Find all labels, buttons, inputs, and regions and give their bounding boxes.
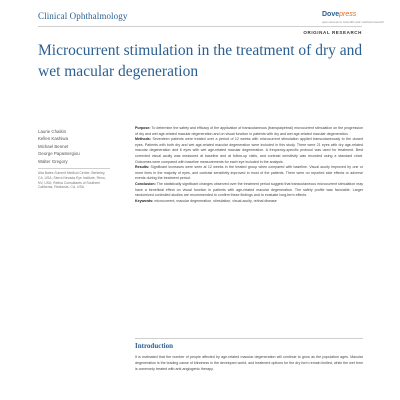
author-name: Michael Bennet [38,143,69,149]
author-name: Laurie Chaikin [38,129,67,134]
author-name: George Papastergiou [38,151,80,157]
publisher-logo-main: Dove [322,11,340,18]
abstract-label: Results: [135,165,150,170]
abstract-methods [135,137,363,165]
abstract-label: Conclusion: [135,181,156,186]
abstract-conclusion [135,182,363,199]
abstract-purpose [135,126,363,137]
abstract [135,126,363,204]
abstract-text: microcurrent, macular degeneration, stimulation, visual acuity, retinal disease [153,198,277,203]
abstract-results [135,165,363,182]
author-name: Kellen Kashiwa [38,136,69,142]
author-list [38,128,108,165]
abstract-text: Seventeen patients were treated over a period of 12 weeks with microcurrent stimulation applied transcutaneously to the closed eyes. Patients with both dry and wet age-related macular degeneration were included in this study. There were 21 eyes with dry age-related macular degeneration and 6 eyes with wet age-related macular degeneration. A frequency-specific protocol was used for treatment. Best corrected visual acuity was measured at baseline and at follow-up visits, and contrast sensitivity was recorded using a standard chart. Outcomes were compared with baseline measurements for each eye included in the analysis. [135,137,363,164]
abstract-label: Methods: [135,137,151,142]
journal-name: Clinical Ophthalmology [38,11,128,21]
abstract-text: Significant increases were seen at 12 weeks in the treated group when compared with baseline. Visual acuity improved by one or more lines in the majority of eyes, and contrast sensitivity improved in most of the patients. There were no reported side effects or adverse events during the treatment period. [135,165,363,181]
header-divider [38,26,362,27]
article-title: Microcurrent stimulation in the treatment of dry and wet macular degeneration [38,42,363,80]
publisher-logo-rest: press [339,11,357,18]
introduction-heading: Introduction [135,342,173,350]
abstract-keywords [135,199,363,205]
abstract-text: To determine the safety and efficacy of the application of transcutaneous (transpalpebral) microcurrent stimulation on the progression of dry and wet age-related macular degeneration and on visual function in patients with dry and wet age-related macular degeneration. [135,126,363,136]
abstract-label: Keywords: [135,198,154,203]
introduction-text: It is estimated that the number of people affected by age-related macular degeneration will continue to grow as the population ages. Macular degeneration is the leading cause of blindness in the developed world, and treatment options for the dry form remain limited, while the wet form is commonly treated with anti-angiogenic therapy. [135,355,363,372]
affiliation-text: Alta Bates Summit Medical Center, Berkeley, CA, USA; Sierra Nevada Eye Institute, Reno, NV, USA; Retina Consultants of Southern California, Redlands, CA, USA [38,171,106,190]
affiliation-divider [38,168,110,169]
publisher-logo [322,10,356,19]
author-name: Walter Gregory [38,158,68,164]
abstract-text: The statistically significant changes observed over the treatment period suggest that transcutaneous microcurrent stimulation may have a beneficial effect on visual function in patients with age-related macular degeneration. The safety profile was favorable. Larger randomized controlled studies are recommended to confirm these findings and to evaluate long-term effects. [135,181,363,198]
article-type-label: ORIGINAL RESEARCH [303,30,362,35]
publisher-tagline: open access to scientific and medical research [322,20,385,24]
abstract-divider [135,338,363,339]
abstract-label: Purpose: [135,126,151,130]
